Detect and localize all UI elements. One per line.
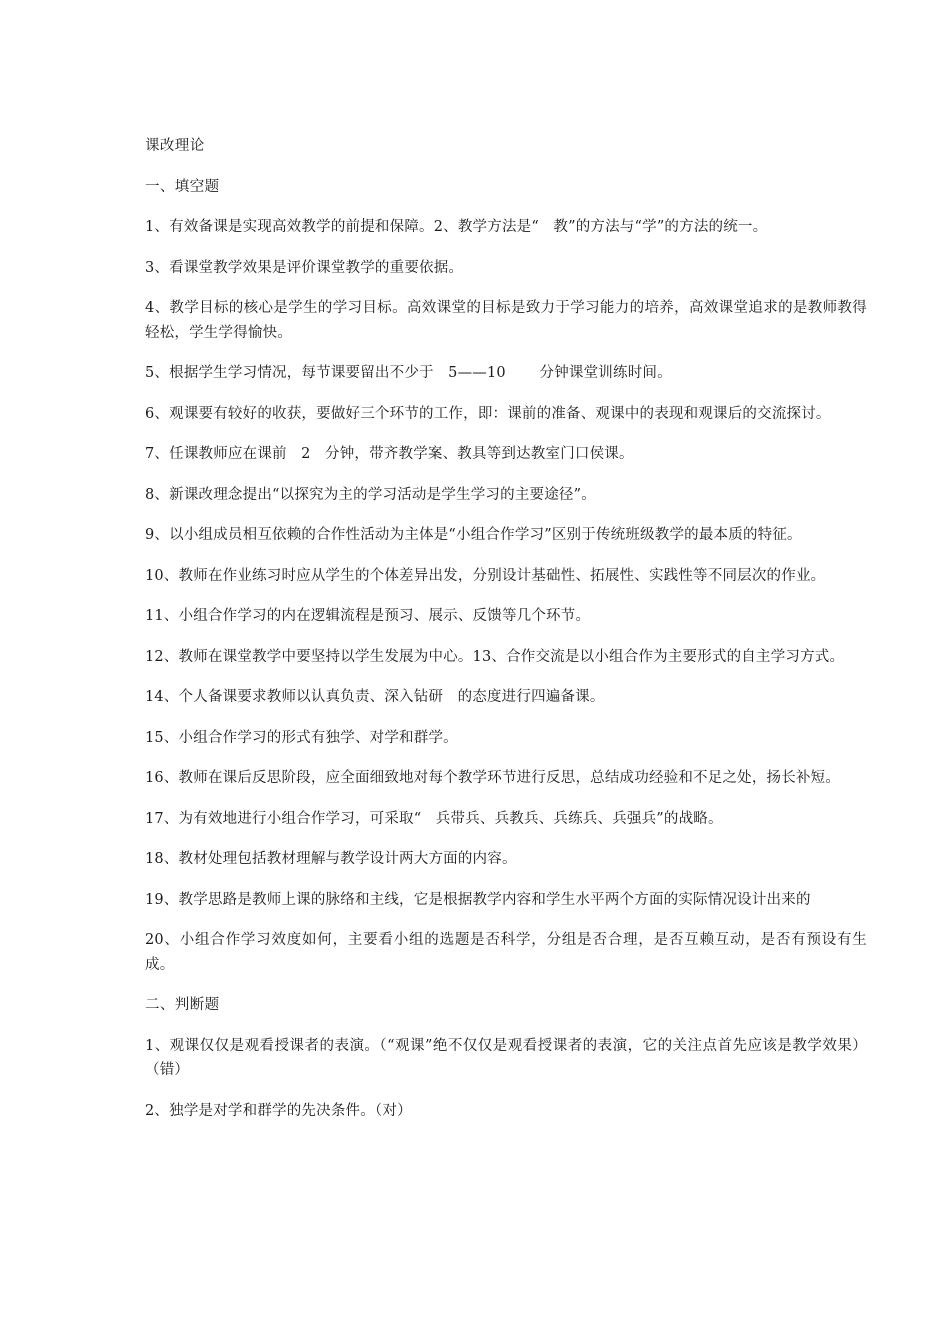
question-item: 17、为有效地进行小组合作学习，可采取“ 兵带兵、兵教兵、兵练兵、兵强兵”的战略。 xyxy=(145,810,723,827)
question-item: 12、教师在课堂教学中要坚持以学生发展为中心。13、合作交流是以小组合作为主要形式的自主学习方式。 xyxy=(145,648,845,665)
question-item: 2、独学是对学和群学的先决条件。（对） xyxy=(145,1102,412,1119)
question-item: 19、教学思路是教师上课的脉络和主线，它是根据教学内容和学生水平两个方面的实际情况设计出来的 xyxy=(145,891,811,908)
question-item: 18、教材处理包括教材理解与教学设计两大方面的内容。 xyxy=(145,851,517,867)
question-item: 1、观课仅仅是观看授课者的表演。（“观课”绝不仅仅是观看授课者的表演，它的关注点首先应该是教学效果）（错） xyxy=(145,1037,867,1078)
question-item: 16、教师在课后反思阶段，应全面细致地对每个教学环节进行反思，总结成功经验和不足之处，扬长补短。 xyxy=(145,770,841,786)
question-item: 20、小组合作学习效度如何，主要看小组的选题是否科学，分组是否合理，是否互赖互动，是否有预设有生成。 xyxy=(145,932,867,973)
question-item: 6、观课要有较好的收获，要做好三个环节的工作，即：课前的准备、观课中的表现和观课后的交流探讨。 xyxy=(145,405,831,422)
question-item: 8、新课改理念提出“以探究为主的学习活动是学生学习的主要途径”。 xyxy=(145,486,596,503)
section-heading-true-false: 二、判断题 xyxy=(145,997,220,1013)
question-item: 5、根据学生学习情况，每节课要留出不少于 5——10 分钟课堂训练时间。 xyxy=(145,365,672,381)
document-title: 课改理论 xyxy=(145,138,205,154)
question-item: 7、任课教师应在课前 2 分钟，带齐教学案、教具等到达教室门口侯课。 xyxy=(145,446,634,462)
document-page xyxy=(145,134,867,1139)
question-item: 11、小组合作学习的内在逻辑流程是预习、展示、反馈等几个环节。 xyxy=(145,608,591,624)
question-item: 1、有效备课是实现高效教学的前提和保障。2、教学方法是“ 教”的方法与“学”的方法的统一。 xyxy=(145,219,768,235)
question-item: 4、教学目标的核心是学生的学习目标。高效课堂的目标是致力于学习能力的培养，高效课堂追求的是教师教得轻松，学生学得愉快。 xyxy=(145,300,867,341)
section-heading-fill-blank: 一、填空题 xyxy=(145,178,220,195)
question-item: 9、以小组成员相互依赖的合作性活动为主体是“小组合作学习”区别于传统班级教学的最本质的特征。 xyxy=(145,527,802,543)
question-item: 14、个人备课要求教师以认真负责、深入钻研 的态度进行四遍备课。 xyxy=(145,689,605,705)
question-item: 10、教师在作业练习时应从学生的个体差异出发，分别设计基础性、拓展性、实践性等不同层次的作业。 xyxy=(145,567,826,584)
question-item: 3、看课堂教学效果是评价课堂教学的重要依据。 xyxy=(145,259,464,276)
question-item: 15、小组合作学习的形式有独学、对学和群学。 xyxy=(145,729,458,746)
